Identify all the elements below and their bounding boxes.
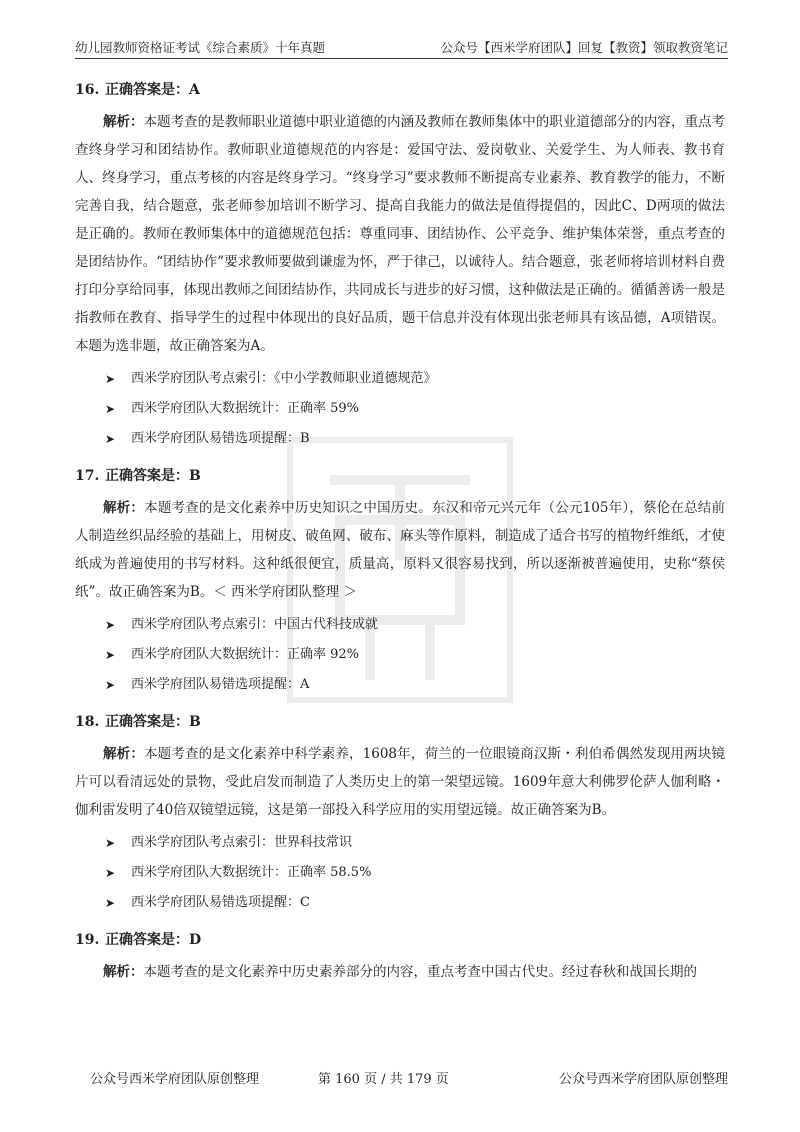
question-number: 16. — [75, 82, 100, 98]
analysis-text: 本题考查的是文化素养中科学素养，1608年，荷兰的一位眼镜商汉斯・利伯希偶然发现用两块镜片可以看清远处的景物，受此启发而制造了人类历史上的第一架望远镜。1609年意大利佛罗伦萨人伽利略・伽利雷发明了40倍双镜望远镜，这是第一部投入科学应用的实用望远镜。故正确答案为B。 — [75, 746, 725, 818]
header-promo: 公众号【西米学府团队】回复【教资】领取教资笔记 — [440, 40, 728, 55]
analysis-label: 解析： — [103, 500, 145, 516]
analysis-paragraph — [75, 740, 725, 824]
answer-heading — [75, 712, 725, 732]
page-footer — [78, 1068, 728, 1088]
list-item — [75, 640, 725, 670]
list-item — [75, 670, 725, 700]
arrow-bullet-icon: ➤ — [105, 432, 116, 446]
analysis-label: 解析： — [103, 964, 144, 980]
arrow-bullet-icon: ➤ — [105, 896, 116, 910]
analysis-paragraph — [75, 494, 725, 606]
answer-content — [75, 80, 725, 992]
analysis-label: 解析： — [103, 114, 144, 130]
bullet-text: 西米学府团队大数据统计：正确率 92% — [131, 647, 360, 662]
question-number: 18. — [75, 714, 100, 730]
question-item-18 — [75, 712, 725, 918]
arrow-bullet-icon: ➤ — [105, 836, 116, 850]
list-item — [75, 424, 725, 454]
answer-heading — [75, 930, 725, 950]
list-item — [75, 364, 725, 394]
bullet-text: 西米学府团队易错选项提醒：A — [131, 677, 310, 692]
bullet-text: 西米学府团队考点索引：世界科技常识 — [131, 835, 353, 850]
list-item — [75, 828, 725, 858]
stats-list — [75, 364, 725, 454]
question-number: 19. — [75, 932, 100, 948]
bullet-text: 西米学府团队考点索引：《中小学教师职业道德规范》 — [131, 371, 437, 386]
bullet-text: 西米学府团队大数据统计：正确率 58.5% — [131, 865, 372, 880]
bullet-text: 西米学府团队易错选项提醒：B — [131, 431, 310, 446]
list-item — [75, 858, 725, 888]
stats-list — [75, 828, 725, 918]
question-number: 17. — [75, 468, 100, 484]
arrow-bullet-icon: ➤ — [105, 402, 116, 416]
bullet-text: 西米学府团队考点索引：中国古代科技成就 — [131, 617, 379, 632]
list-item — [75, 888, 725, 918]
answer-heading — [75, 80, 725, 100]
question-item-19 — [75, 930, 725, 986]
answer-text: 正确答案是：D — [105, 932, 202, 948]
footer-right-note: 公众号西米学府团队原创整理 — [558, 1072, 728, 1087]
answer-text: 正确答案是：A — [105, 82, 200, 98]
answer-heading — [75, 466, 725, 486]
question-item-17 — [75, 466, 725, 700]
question-item-16 — [75, 80, 725, 454]
bullet-text: 西米学府团队易错选项提醒：C — [131, 895, 310, 910]
analysis-paragraph — [75, 108, 725, 360]
arrow-bullet-icon: ➤ — [105, 866, 116, 880]
page-header — [75, 34, 728, 59]
analysis-text: 本题考查的是教师职业道德中职业道德的内涵及教师在教师集体中的职业道德部分的内容，重点考查终身学习和团结协作。教师职业道德规范的内容是：爱国守法、爱岗敬业、关爱学生、为人师表、教书育人、终身学习，重点考核的内容是终身学习。“终身学习”要求教师不断提高专业素养、教育教学的能力，不断完善自我，结合题意，张老师参加培训不断学习、提高自我能力的做法是值得提倡的，因此C、D两项的做法是正确的。教师在教师集体中的道德规范包括：尊重同事、团结协作、公平竞争、维护集体荣誉，重点考查的是团结协作。“团结协作”要求教师要做到谦虚为怀，严于律己，以诚待人。结合题意，张老师将培训材料自费打印分享给同事，体现出教师之间团结协作，共同成长与进步的好习惯，这种做法是正确的。循循善诱一般是指教师在教育、指导学生的过程中体现出的良好品质，题干信息并没有体现出张老师具有该品德，A项错误。本题为选非题，故正确答案为A。 — [75, 114, 726, 354]
arrow-bullet-icon: ➤ — [105, 372, 116, 386]
bullet-text: 西米学府团队大数据统计：正确率 59% — [131, 401, 360, 416]
footer-left-note: 公众号西米学府团队原创整理 — [90, 1072, 260, 1087]
list-item — [75, 394, 725, 424]
list-item — [75, 610, 725, 640]
analysis-text: 本题考查的是文化素养中历史知识之中国历史。东汉和帝元兴元年（公元105年），蔡伦在总结前人制造丝织品经验的基础上，用树皮、破鱼网、破布、麻头等作原料，制造成了适合书写的植物纤维纸，才使纸成为普遍使用的书写材料。这种纸很便宜，质量高，原料又很容易找到，所以逐渐被普遍使用，史称“蔡侯纸”。故正确答案为B。＜ 西米学府团队整理 ＞ — [75, 500, 725, 600]
analysis-label: 解析： — [103, 746, 144, 762]
analysis-paragraph — [75, 958, 725, 986]
answer-text: 正确答案是：B — [105, 714, 201, 730]
arrow-bullet-icon: ➤ — [105, 648, 116, 662]
arrow-bullet-icon: ➤ — [105, 678, 116, 692]
arrow-bullet-icon: ➤ — [105, 618, 116, 632]
stats-list — [75, 610, 725, 700]
analysis-text: 本题考查的是文化素养中历史素养部分的内容，重点考查中国古代史。经过春秋和战国长期的 — [143, 964, 697, 980]
answer-text: 正确答案是：B — [105, 468, 201, 484]
header-book-title: 幼儿园教师资格证考试《综合素质》十年真题 — [75, 40, 326, 55]
page-number: 第 160 页 / 共 179 页 — [318, 1072, 449, 1087]
